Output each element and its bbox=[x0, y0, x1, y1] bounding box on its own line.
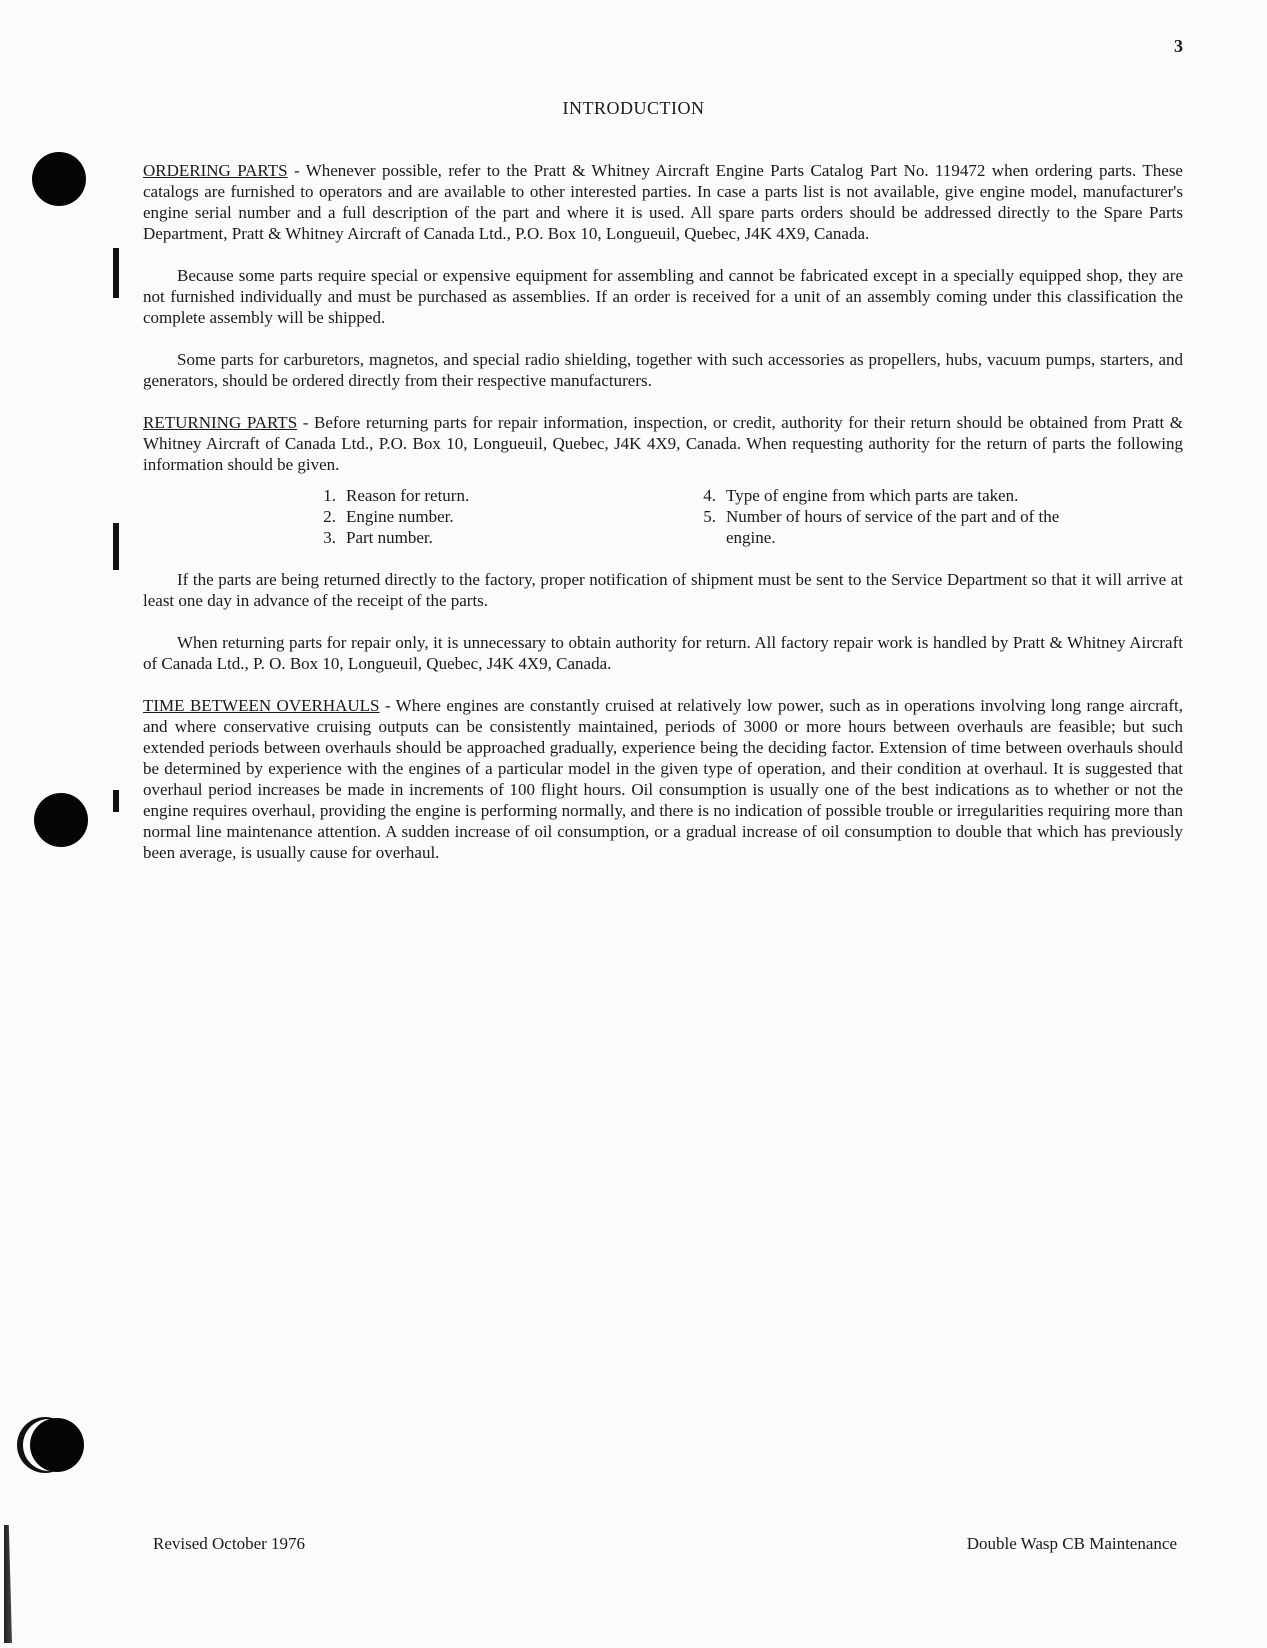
list-number: 4. bbox=[703, 486, 716, 505]
body-paragraph: If the parts are being returned directly to the factory, proper notification of shipment must be sent to the Service Department so that it will arrive at least one day in advance of the receipt of the parts. bbox=[143, 570, 1183, 610]
list-number: 3. bbox=[323, 528, 336, 547]
list-item bbox=[688, 506, 1068, 548]
body-paragraph: Because some parts require special or expensive equipment for assembling and cannot be fabricated except in a specially equipped shop, they are not furnished individually and must be purchased as assemblies. If an order is received for a unit of an assembly coming under this classification the complete assembly will be shipped. bbox=[143, 266, 1183, 327]
ordering-parts-paragraph bbox=[143, 160, 1183, 244]
revision-bar bbox=[113, 523, 119, 570]
section-heading-ordering: ORDERING PARTS bbox=[143, 161, 288, 180]
list-item bbox=[688, 485, 1068, 506]
list-item bbox=[308, 527, 688, 548]
overhaul-paragraph bbox=[143, 695, 1183, 863]
ordering-text: - Whenever possible, refer to the Pratt & Whitney Aircraft Engine Parts Catalog Part No. 119472 when ordering parts. These catalogs are furnished to operators and are available to other interested parties. In case a parts list is not available, give engine model, manufacturer's engine serial number and a full description of the part and where it is used. All spare parts orders should be addressed directly to the Spare Parts Department, Pratt & Whitney Aircraft of Canada Ltd., P.O. Box 10, Longueuil, Quebec, J4K 4X9, Canada. bbox=[143, 161, 1183, 243]
punch-hole bbox=[32, 152, 86, 206]
list-text: Number of hours of service of the part and of the engine. bbox=[726, 507, 1060, 547]
body-paragraph: When returning parts for repair only, it is unnecessary to obtain authority for return. All factory repair work is handled by Pratt & Whitney Aircraft of Canada Ltd., P. O. Box 10, Longueuil, Quebec, J4K 4X9, Canada. bbox=[143, 633, 1183, 673]
list-column-left bbox=[308, 485, 688, 548]
section-heading-overhaul: TIME BETWEEN OVERHAULS bbox=[143, 696, 380, 715]
list-item bbox=[308, 506, 688, 527]
list-number: 1. bbox=[323, 486, 336, 505]
returning-text: - Before returning parts for repair information, inspection, or credit, authority for their return should be obtained from Pratt & Whitney Aircraft of Canada Ltd., P.O. Box 10, Longueuil, Quebec, J4K 4X9, Canada. When requesting authority for the return of parts the following information should be given. bbox=[143, 413, 1184, 474]
footer-revision-date: Revised October 1976 bbox=[153, 1534, 306, 1553]
footer-manual-title: Double Wasp CB Maintenance bbox=[966, 1534, 1177, 1553]
page-title: INTRODUCTION bbox=[562, 98, 705, 118]
list-text: Reason for return. bbox=[346, 486, 470, 505]
revision-bar bbox=[113, 790, 119, 812]
body-paragraph: Some parts for carburetors, magnetos, and special radio shielding, together with such accessories as propellers, hubs, vacuum pumps, starters, and generators, should be ordered directly from their respective manufacturers. bbox=[143, 350, 1183, 390]
punch-hole bbox=[34, 793, 88, 847]
list-number: 5. bbox=[703, 507, 716, 526]
page-number: 3 bbox=[1174, 36, 1183, 56]
list-item bbox=[308, 485, 688, 506]
return-info-list bbox=[308, 485, 1068, 548]
punch-hole bbox=[30, 1418, 84, 1472]
revision-bar bbox=[113, 248, 119, 298]
overhaul-text: - Where engines are constantly cruised at relatively low power, such as in operations involving long range aircraft, and where conservative cruising outputs can be consistently maintained, periods of 3000 or more hours between overhauls are feasible; but such extended periods between overhauls should be approached gradually, experience being the deciding factor. Extension of time between overhauls should be determined by experience with the engines of a particular model in the given type of operation, and their condition at overhaul. It is suggested that overhaul period increases be made in increments of 100 flight hours. Oil consumption is usually one of the best indications as to whether or not the engine requires overhaul, providing the engine is performing normally, and there is no indication of possible trouble or irregularities requiring more than normal line maintenance attention. A sudden increase of oil consumption, or a gradual increase of oil consumption to double that which has previously been average, is usually cause for overhaul. bbox=[143, 696, 1183, 862]
list-text: Part number. bbox=[346, 528, 433, 547]
document-body bbox=[143, 160, 1183, 884]
list-column-right bbox=[688, 485, 1068, 548]
list-text: Engine number. bbox=[346, 507, 454, 526]
section-heading-returning: RETURNING PARTS bbox=[143, 413, 298, 432]
scan-edge-mark bbox=[4, 1525, 12, 1643]
list-number: 2. bbox=[323, 507, 336, 526]
returning-parts-paragraph bbox=[143, 412, 1183, 475]
list-text: Type of engine from which parts are taken. bbox=[726, 486, 1019, 505]
